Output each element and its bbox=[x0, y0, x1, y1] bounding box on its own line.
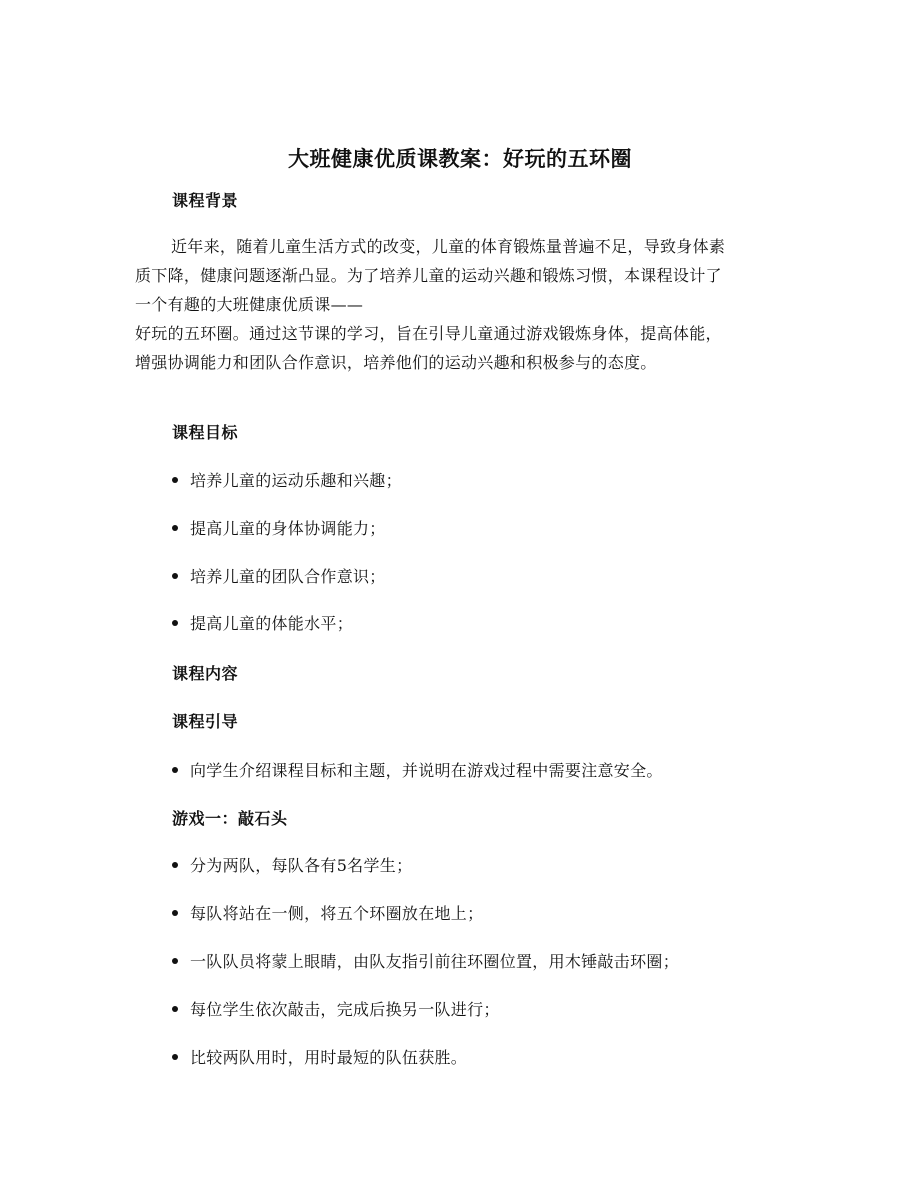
bullet-icon bbox=[172, 1054, 178, 1060]
heading-intro: 课程引导 bbox=[172, 712, 239, 731]
paragraph-line: 增强协调能力和团队合作意识，培养他们的运动兴趣和积极参与的态度。 bbox=[135, 353, 657, 372]
list-item-text: 培养儿童的运动乐趣和兴趣； bbox=[190, 471, 402, 490]
list-item-text: 比较两队用时，用时最短的队伍获胜。 bbox=[190, 1048, 468, 1067]
heading-background: 课程背景 bbox=[172, 191, 239, 210]
list-item bbox=[172, 468, 402, 491]
bullet-icon bbox=[172, 525, 178, 531]
list-item bbox=[172, 611, 353, 634]
bullet-icon bbox=[172, 573, 178, 579]
list-item bbox=[172, 949, 679, 972]
bullet-icon bbox=[172, 910, 178, 916]
list-item-text: 向学生介绍课程目标和主题，并说明在游戏过程中需要注意安全。 bbox=[190, 761, 663, 780]
heading-content: 课程内容 bbox=[172, 664, 239, 683]
list-item bbox=[172, 997, 500, 1020]
list-item-text: 每位学生依次敲击，完成后换另一队进行； bbox=[190, 1000, 500, 1019]
background-paragraph bbox=[135, 232, 795, 377]
bullet-icon bbox=[172, 1006, 178, 1012]
list-item bbox=[172, 758, 663, 781]
list-item-text: 一队队员将蒙上眼睛，由队友指引前往环圈位置，用木锤敲击环圈； bbox=[190, 952, 680, 971]
paragraph-line: 近年来，随着儿童生活方式的改变，儿童的体育锻炼量普遍不足，导致身体素 bbox=[171, 237, 726, 256]
list-item-text: 培养儿童的团队合作意识； bbox=[190, 567, 386, 586]
paragraph-line: 质下降，健康问题逐渐凸显。为了培养儿童的运动兴趣和锻炼习惯，本课程设计了 bbox=[135, 266, 722, 285]
paragraph-line: 好玩的五环圈。通过这节课的学习，旨在引导儿童通过游戏锻炼身体，提高体能， bbox=[135, 324, 722, 343]
list-item bbox=[172, 901, 483, 924]
bullet-icon bbox=[172, 477, 178, 483]
bullet-icon bbox=[172, 862, 178, 868]
list-item bbox=[172, 853, 412, 876]
heading-game1: 游戏一：敲石头 bbox=[172, 809, 288, 828]
heading-goals: 课程目标 bbox=[172, 423, 239, 442]
list-item bbox=[172, 1045, 467, 1068]
list-item-text: 提高儿童的体能水平； bbox=[190, 614, 354, 633]
paragraph-line: 一个有趣的大班健康优质课—— bbox=[135, 295, 364, 314]
bullet-icon bbox=[172, 620, 178, 626]
list-item-text: 分为两队，每队各有5名学生； bbox=[190, 856, 413, 875]
document-title: 大班健康优质课教案：好玩的五环圈 bbox=[288, 146, 632, 171]
list-item bbox=[172, 564, 386, 587]
bullet-icon bbox=[172, 958, 178, 964]
list-item-text: 每队将站在一侧，将五个环圈放在地上； bbox=[190, 904, 484, 923]
bullet-icon bbox=[172, 767, 178, 773]
list-item bbox=[172, 516, 386, 539]
list-item-text: 提高儿童的身体协调能力； bbox=[190, 519, 386, 538]
